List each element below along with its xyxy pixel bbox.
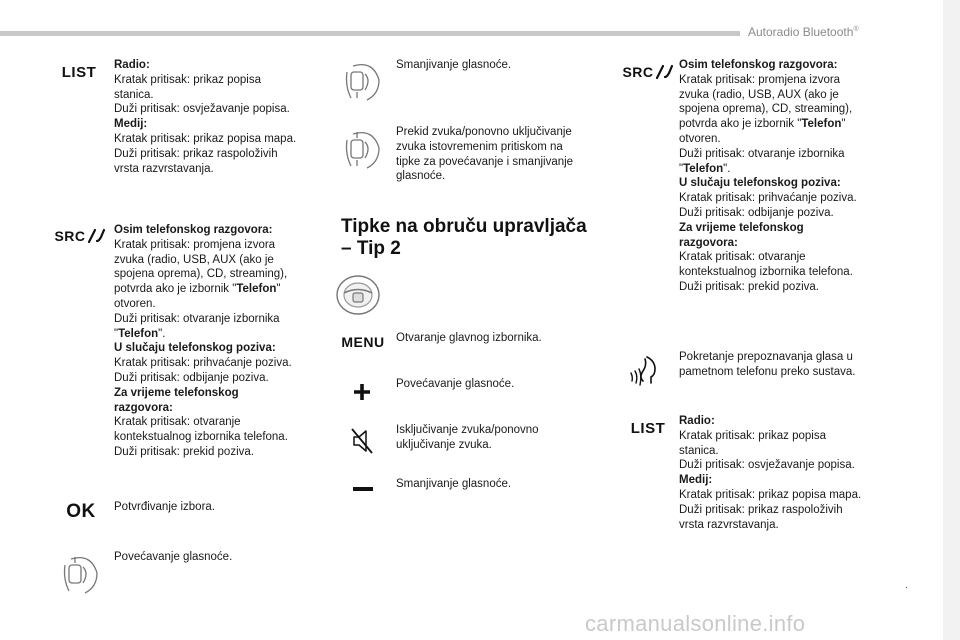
minus-icon [350, 478, 376, 502]
handset-slash-icon [654, 63, 674, 81]
menu-button-icon: MENU [341, 334, 385, 350]
header-title: Autoradio Bluetooth® [748, 25, 859, 39]
entry-menu: Otvaranje glavnog izbornika. [396, 332, 542, 344]
entry-ok: Potvrđivanje izbora. [114, 501, 215, 513]
entry-mute-combo: Prekid zvuka/ponovno uključivanje zvuka istovremenim pritiskom na tipke za povećavanje i smanjivanje glasnoće. [396, 126, 574, 183]
entry-vol-up: Povećavanje glasnoće. [114, 551, 233, 563]
steering-wheel-icon [333, 272, 383, 318]
section-title: Tipke na obruču upravljača – Tip 2 [341, 216, 587, 259]
entry-radio-list-2: Radio: Kratak pritisak: prikaz popisa stanica. Duži pritisak: osvježavanje popisa. Medij: Kratak pritisak: prikaz popisa mapa. Duži pritisak: prikaz raspoloživih vrsta razvrstavanja. [679, 415, 862, 531]
entry-vol-down: Smanjivanje glasnoće. [396, 59, 512, 71]
ok-button-icon: OK [66, 501, 96, 522]
entry-mute-toggle: Isključivanje zvuka/ponovno uključivanje zvuka. [396, 424, 539, 451]
entry-voice: Pokretanje prepoznavanja glasa u pametnom telefonu preko sustava. [679, 351, 856, 378]
entry-radio-list: Radio: Kratak pritisak: prikaz popisa stanica. Duži pritisak: osvježavanje popisa. Medij: Kratak pritisak: prikaz popisa mapa. Duži pritisak: prikaz raspoloživih vrsta razvrstavanja. [114, 59, 297, 175]
mute-speaker-icon [348, 426, 376, 456]
entry-plus: Povećavanje glasnoće. [396, 378, 515, 390]
registered-mark: ® [853, 26, 859, 33]
list-button-icon: LIST [61, 63, 97, 81]
watermark: carmanualsonline.info [585, 611, 806, 636]
side-margin-bar [943, 0, 960, 640]
src-phone-button-icon-2: SRC [620, 62, 676, 82]
header-rule [0, 31, 740, 36]
page-marker: . [905, 580, 908, 591]
steering-wheel-volume-down-icon [338, 60, 384, 102]
list-button-icon-2: LIST [630, 419, 666, 437]
steering-wheel-mute-icon [338, 128, 384, 172]
entry-minus: Smanjivanje glasnoće. [396, 478, 512, 490]
handset-slash-icon [86, 227, 106, 245]
src-phone-button-icon: SRC [52, 226, 108, 246]
entry-src-phone: Osim telefonskog razgovora: Kratak pritisak: promjena izvora zvuka (radio, USB, AUX (ako je spojena oprema), CD, streaming), potvrda ako je izbornik "Telefon" otvoren. Duži pritisak: otvaranje izbornika "Telefon". U slučaju telefonskog poziva: Kratak pritisak: prihvaćanje poziva. Duži pritisak: odbijanje poziva. Za vrijeme telefonskog razgovora: Kratak pritisak: otvaranje kontekstualnog izbornika telefona. Duži pritisak: prekid poziva. [114, 224, 292, 458]
steering-wheel-volume-up-icon [56, 553, 102, 595]
voice-recognition-icon [628, 354, 664, 388]
plus-icon [350, 380, 374, 404]
entry-src-phone-2: Osim telefonskog razgovora: Kratak pritisak: promjena izvora zvuka (radio, USB, AUX (ako je spojena oprema), CD, streaming), potvrda ako je izbornik "Telefon" otvoren. Duži pritisak: otvaranje izbornika "Telefon". U slučaju telefonskog poziva: Kratak pritisak: prihvaćanje poziva. Duži pritisak: odbijanje poziva. Za vrijeme telefonskog razgovora: Kratak pritisak: otvaranje kontekstualnog izbornika telefona. Duži pritisak: prekid poziva. [679, 59, 857, 293]
